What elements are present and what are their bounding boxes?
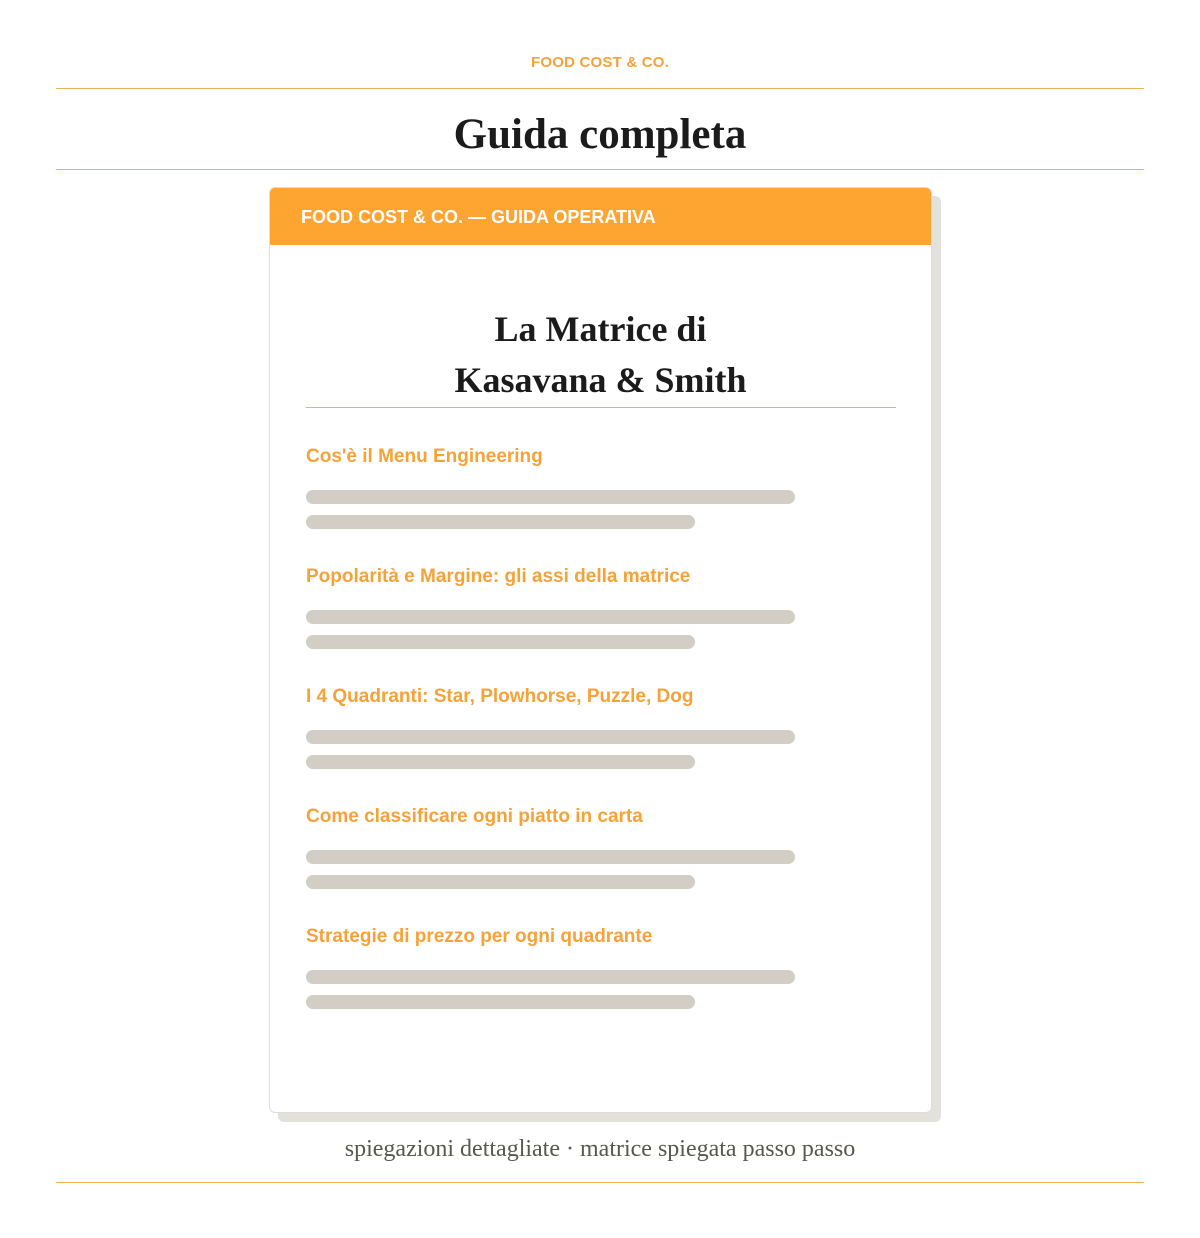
card-title-divider [306,407,896,408]
text-placeholder-line [306,970,795,984]
guide-card [269,187,932,1113]
text-placeholder-line [306,490,795,504]
section-heading: Strategie di prezzo per ogni quadrante [306,926,653,947]
caption: spiegazioni dettagliate · matrice spiegata passo passo [344,1136,856,1162]
text-placeholder-line [306,635,695,649]
section-popolarita-margine [306,565,806,589]
section-menu-engineering [306,445,806,469]
top-divider [56,88,1144,89]
section-quadranti [306,685,806,709]
card-header-label: FOOD COST & CO. — GUIDA OPERATIVA [301,207,656,227]
text-placeholder-line [306,755,695,769]
section-heading: Cos'è il Menu Engineering [306,446,543,467]
card-title [270,304,931,406]
bottom-divider [56,1182,1144,1183]
text-placeholder-line [306,995,695,1009]
text-placeholder-line [306,850,795,864]
section-classificare [306,805,806,829]
section-heading: Popolarità e Margine: gli assi della matrice [306,566,691,587]
text-placeholder-line [306,515,695,529]
brand-label: FOOD COST & CO. [531,54,669,71]
section-strategie-prezzo [306,925,806,949]
section-heading: I 4 Quadranti: Star, Plowhorse, Puzzle, Dog [306,686,694,707]
title-divider [56,169,1144,170]
card-title-line-1: La Matrice di [494,309,707,349]
card-title-line-2: Kasavana & Smith [454,360,747,400]
section-heading: Come classificare ogni piatto in carta [306,806,643,827]
page-title: Guida completa [453,111,747,158]
text-placeholder-line [306,730,795,744]
text-placeholder-line [306,610,795,624]
card-header [270,188,931,245]
text-placeholder-line [306,875,695,889]
